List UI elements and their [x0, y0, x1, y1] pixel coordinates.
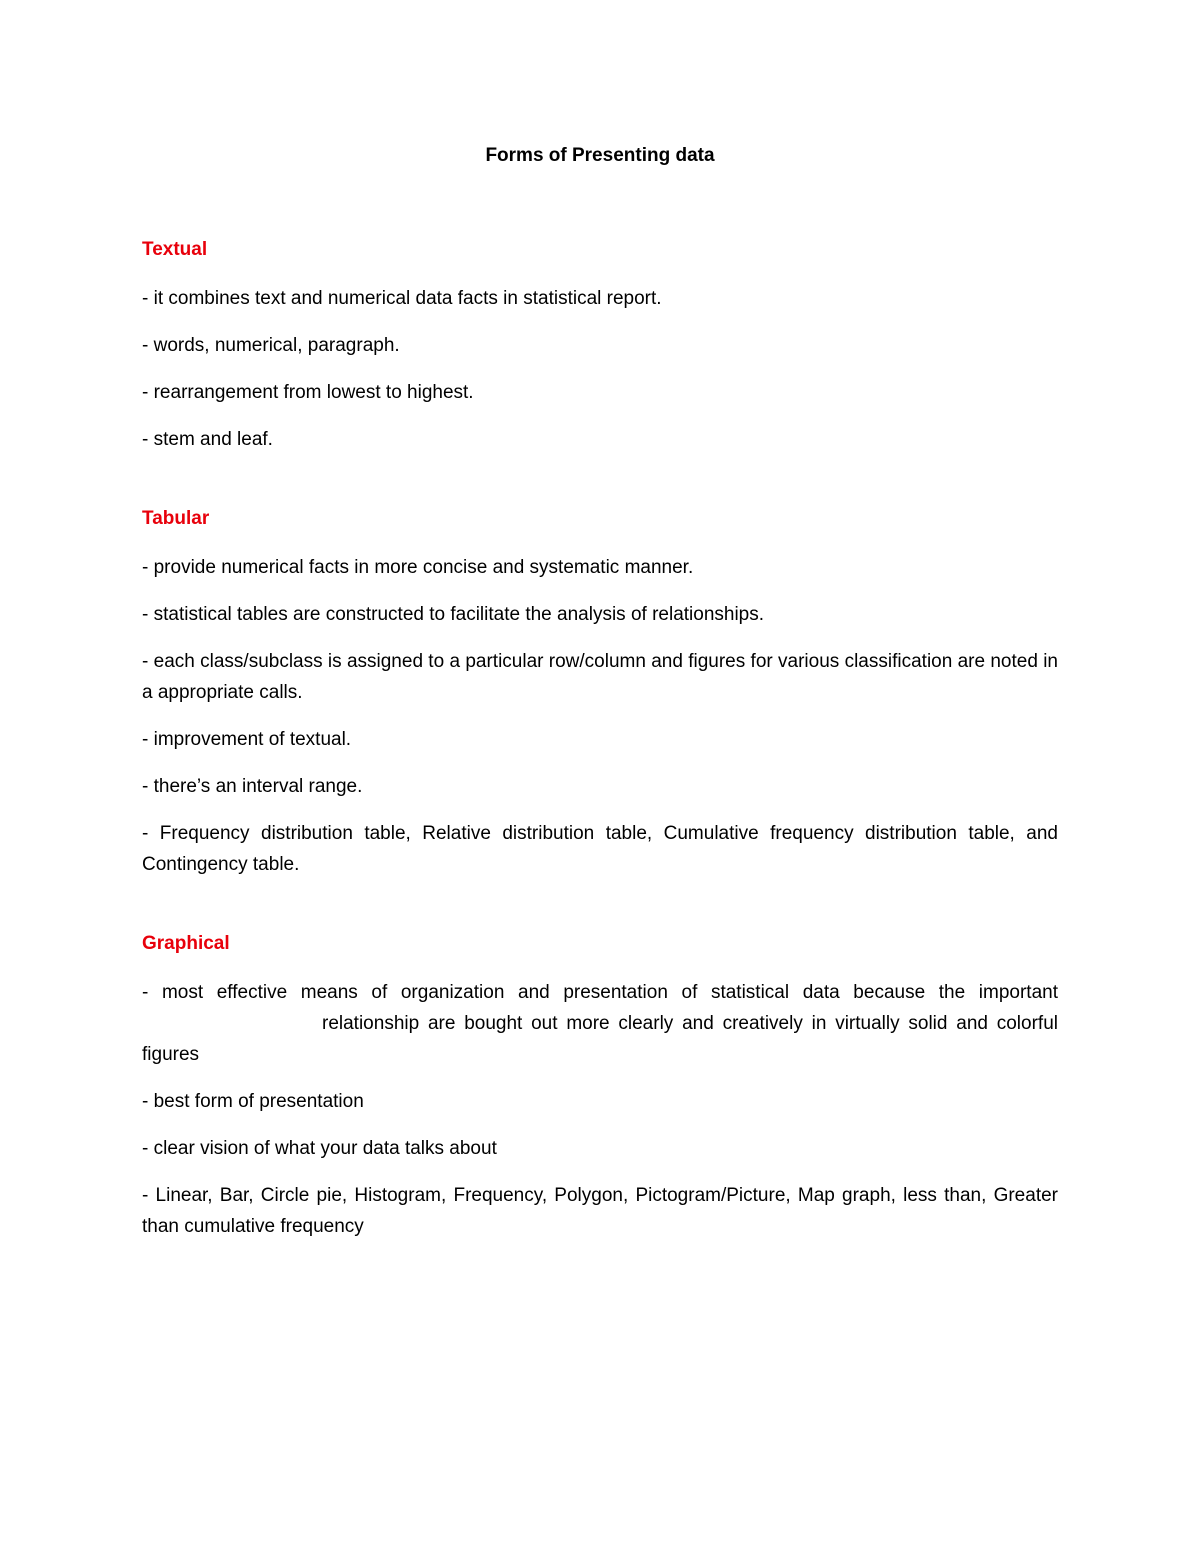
list-item	[142, 977, 1058, 1070]
page-title: Forms of Presenting data	[485, 145, 715, 166]
list-item: - Linear, Bar, Circle pie, Histogram, Frequency, Polygon, Pictogram/Picture, Map graph, less than, Greater than cumulative frequency	[142, 1185, 1058, 1237]
section-heading-textual: Textual	[142, 239, 208, 260]
list-item: - there’s an interval range.	[142, 776, 363, 797]
document-content	[142, 143, 1058, 1258]
list-item: - improvement of textual.	[142, 729, 352, 750]
list-item-text-part-2: relationship are bought out more clearly and creatively in virtually solid and colorful figures	[142, 1013, 1058, 1065]
list-item: - statistical tables are constructed to facilitate the analysis of relationships.	[142, 604, 765, 625]
list-item: - Frequency distribution table, Relative distribution table, Cumulative frequency distribution table, and Contingency table.	[142, 823, 1058, 875]
section-textual	[142, 237, 1058, 455]
section-heading-graphical: Graphical	[142, 933, 230, 954]
list-item: - stem and leaf.	[142, 429, 273, 450]
section-tabular	[142, 506, 1058, 880]
list-item: - best form of presentation	[142, 1091, 364, 1112]
list-item: - provide numerical facts in more concise and systematic manner.	[142, 557, 694, 578]
list-item: - it combines text and numerical data facts in statistical report.	[142, 288, 662, 309]
list-item: - clear vision of what your data talks about	[142, 1138, 497, 1159]
section-graphical	[142, 931, 1058, 1242]
list-item: - words, numerical, paragraph.	[142, 335, 400, 356]
list-item-text-part-1: - most effective means of organization and presentation of statistical data because the important	[142, 982, 1058, 1003]
list-item: - each class/subclass is assigned to a particular row/column and figures for various classification are noted in a appropriate calls.	[142, 651, 1058, 703]
section-heading-tabular: Tabular	[142, 508, 210, 529]
list-item: - rearrangement from lowest to highest.	[142, 382, 474, 403]
